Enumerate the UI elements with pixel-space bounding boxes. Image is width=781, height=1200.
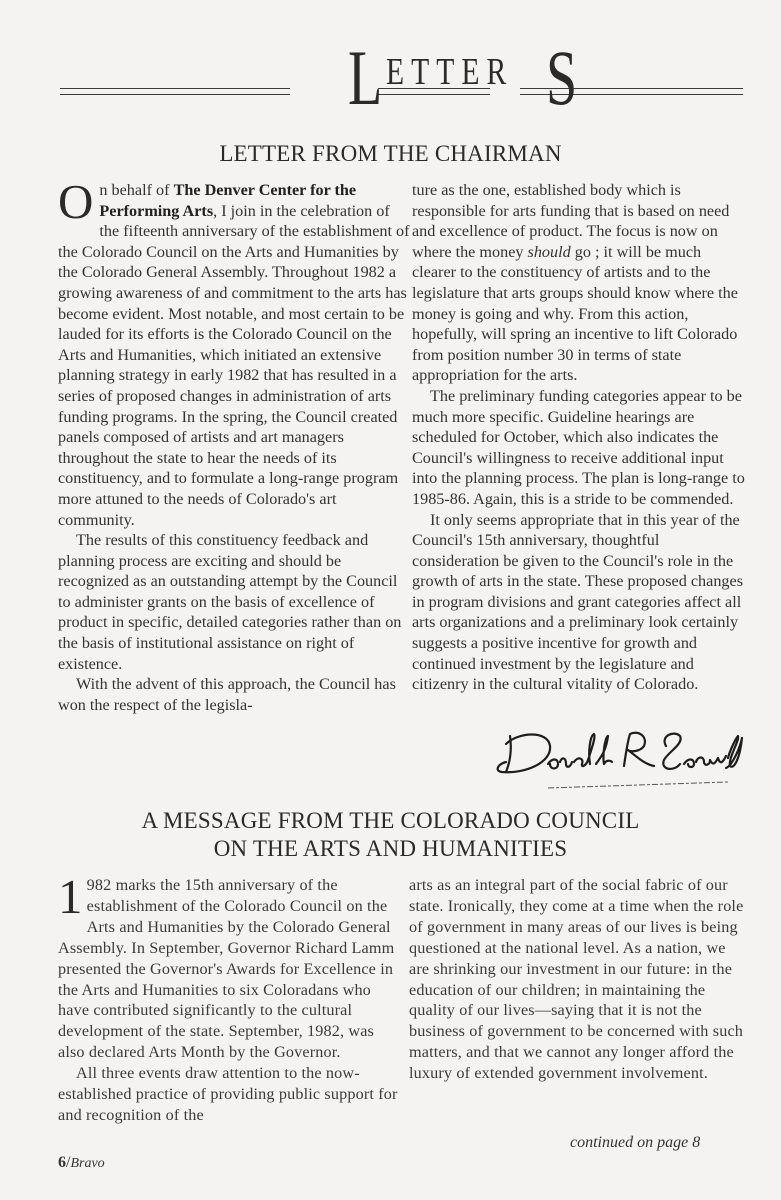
masthead-last-letter: S [546,34,578,121]
chairman-paragraph-3-start: With the advent of this approach, the Council has won the respect of the legisla- [58,675,396,714]
chairman-paragraph-1 [58,174,410,530]
chairman-letter-column-2 [412,180,746,695]
paragraph-text: go ; it will be much clearer to the constituency of artists and to the legislature that arts groups should know where the money is going and why. From this action, hopefully, will spring an incentive to lift Colorado from position number 30 in terms of state appropriation for the arts. [412,242,738,385]
page-folio [58,1154,105,1172]
organization-name: The Denver Center for the Performing Arts [99,181,357,220]
masthead-middle-letters: ETTER [386,51,514,93]
signature [488,722,744,798]
council-paragraph-2-cont: arts as an integral part of the social fabric of our state. Ironically, they come at a time when the role of government in many areas of our lives is being questioned at the national level. As a nation, we are shrinking our investment in our future: in the education of our children; in maintaining the quality of our lives—saying that it is not the business of government to be concerned with such matters, and that we cannot any longer afford the luxury of extended government involvement. [409,876,744,1083]
chairman-letter-heading: LETTER FROM THE CHAIRMAN [219,141,562,166]
drop-cap: O [58,174,94,229]
chairman-paragraph-4: The preliminary funding categories appear to be much more specific. Guideline hearings are scheduled for October, which also indicates the Council's willingness to receive additional input into the planning process. The plan is long-range to 1985-86. Again, this is a stride to be commended. [412,386,745,508]
chairman-letter-column-1 [58,174,410,715]
chairman-paragraph-2: The results of this constituency feedback and planning process are exciting and should be recognized as an outstanding attempt by the Council to administer grants on the basis of excellence of product in specific, detailed categories rather than on the basis of institutional assistance on right of existence. [58,531,402,673]
drop-cap: 1 [58,869,83,924]
council-message-column-2 [409,875,745,1084]
paragraph-text: n behalf of [99,181,174,199]
council-message-heading-line-2: ON THE ARTS AND HUMANITIES [213,836,568,861]
council-paragraph-2-start: All three events draw attention to the now-established practice of providing public support for and recognition of the [58,1064,398,1124]
masthead-rule-left-bottom [60,94,290,95]
chairman-paragraph-3-cont [412,180,746,386]
paragraph-text: , I join in the celebration of the fifteenth anniversary of the establishment of the Colorado Council on the Arts and Humanities by the Colorado General Assembly. Throughout 1982 a growing awareness of and commitment to the arts has become evident. Most notable, and most certain to be lauded for its efforts is the Colorado Council on the Arts and Humanities, which initiated an extensive planning strategy in early 1982 that has resulted in a series of proposed changes in administration of arts funding programs. In the spring, the Council created panels composed of artists and art managers throughout the state to hear the needs of its constituency, and to formulate a long-range program more attuned to the needs of Colorado's art community. [58,201,410,529]
emphasis: should [527,242,571,261]
chairman-paragraph-5: It only seems appropriate that in this year of the Council's 15th anniversary, thoughtful consideration be given to the Council's role in the growth of arts in the state. These proposed changes in program divisions and grant categories affect all arts organizations and a preliminary look certainly suggests a positive incentive for growth and continued investment by the legislature and citizenry in the cultural vitality of Colorado. [412,510,744,694]
council-paragraph-1 [58,869,398,1063]
masthead-title [348,34,580,121]
masthead-first-letter: L [348,34,383,121]
folio-separator: / [66,1154,71,1171]
page-number: 6 [58,1154,66,1171]
paragraph-text: 982 marks the 15th anniversary of the establishment of the Colorado Council on the Arts and Humanities by the Colorado General Assembly. In September, Governor Richard Lamm presented the Governor's Awards for Excellence in the Arts and Humanities to six Coloradans who have contributed significantly to the cultural development of the state. September, 1982, was also declared Arts Month by the Governor. [58,876,395,1062]
masthead [60,34,743,121]
masthead-rule-left-top [60,88,290,89]
council-message-column-1 [58,869,398,1126]
council-message-heading-line-1: A MESSAGE FROM THE COLORADO COUNCIL [141,808,640,833]
paragraph-text: ture as the one, established body which is responsible for arts funding that is based on need and excellence of product. The focus is now on where the money [412,181,730,261]
magazine-name: Bravo [70,1156,105,1171]
continued-on-page-note: continued on page 8 [570,1134,701,1151]
